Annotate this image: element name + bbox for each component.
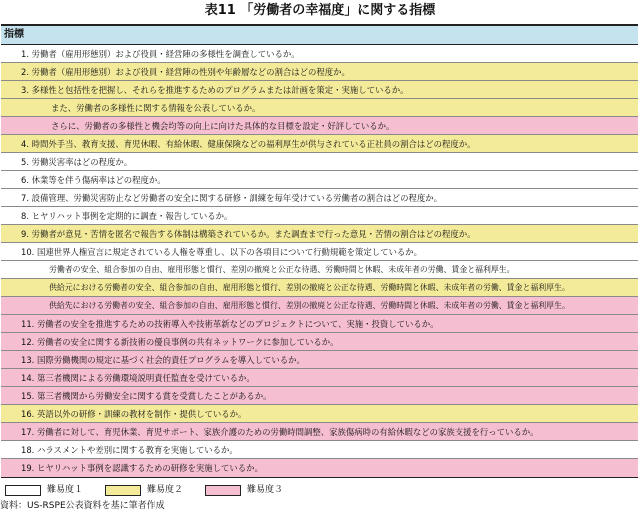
table-row: さらに、労働者の多様性と機会均等の向上に向けた具体的な目標を設定・好評しているか。 bbox=[1, 117, 638, 135]
table-row: 16. 英語以外の研修・訓練の教材を制作・提供しているか。 bbox=[1, 405, 638, 423]
table-header: 指標 bbox=[1, 26, 638, 45]
table-row: 7. 設備管理、労働災害防止など労働者の安全に関する研修・訓練を毎年受けている労働者の割合はどの程度か。 bbox=[1, 189, 638, 207]
legend-swatch-level1 bbox=[5, 485, 41, 496]
legend bbox=[0, 483, 640, 497]
table-row: 19. ヒヤリハット事例を認識するための研修を実施しているか。 bbox=[1, 459, 638, 477]
table-row: 6. 休業等を伴う傷病率はどの程度か。 bbox=[1, 171, 638, 189]
table-row: 10. 国連世界人権宣言に規定されている人権を尊重し、以下の各項目について行動規範を策定しているか。 bbox=[1, 243, 638, 261]
indicator-table bbox=[1, 24, 638, 478]
legend-item-level1 bbox=[5, 483, 83, 497]
table-body bbox=[1, 45, 638, 477]
table-row: 5. 労働災害率はどの程度か。 bbox=[1, 153, 638, 171]
table-row: 17. 労働者に対して、育児休業、育児サポート、家族介護のための労働時間調整、家族傷病時の有給休暇などの家族支援を行っているか。 bbox=[1, 423, 638, 441]
table-row: 11. 労働者の安全を推進するための技術導入や技術革新などのプロジェクトについて、実施・投資しているか。 bbox=[1, 315, 638, 333]
table-row: 労働者の安全、組合参加の自由、雇用形態と慣行、差別の撤廃と公正な待遇、労働時間と休暇、未成年者の労働、賃金と福利厚生。 bbox=[1, 261, 638, 279]
table-row: また、労働者の多様性に関する情報を公表しているか。 bbox=[1, 99, 638, 117]
legend-item-level2 bbox=[105, 483, 183, 497]
legend-swatch-level2 bbox=[105, 485, 141, 496]
legend-label-level3: 難易度３ bbox=[247, 485, 284, 495]
table-row: 13. 国際労働機関の規定に基づく社会的責任プログラムを導入しているか。 bbox=[1, 351, 638, 369]
legend-swatch-level3 bbox=[205, 485, 241, 496]
table-row: 供給元における労働者の安全、組合参加の自由、雇用形態と慣行、差別の撤廃と公正な待遇、労働時間と休暇、未成年者の労働、賃金と福利厚生。 bbox=[1, 279, 638, 297]
table-row: 15. 第三者機関から労働安全に関する賞を受賞したことがあるか。 bbox=[1, 387, 638, 405]
table-row: 9. 労働者が意見・苦情を匿名で報告する体制は構築されているか。また調査まで行った意見・苦情の割合はどの程度か。 bbox=[1, 225, 638, 243]
table-row: 2. 労働者（雇用形態別）および役員・経営陣の性別や年齢層などの割合はどの程度か。 bbox=[1, 63, 638, 81]
legend-item-level3 bbox=[205, 483, 283, 497]
table-row: 14. 第三者機関による労働環境説明責任監査を受けているか。 bbox=[1, 369, 638, 387]
table-row: 18. ハラスメントや差別に関する教育を実施しているか。 bbox=[1, 441, 638, 459]
table-row: 4. 時間外手当、教育支援、育児休暇、有給休暇、健康保険などの福利厚生が供与されている正社員の割合はどの程度か。 bbox=[1, 135, 638, 153]
table-row: 供給先における労働者の安全、組合参加の自由、雇用形態と慣行、差別の撤廃と公正な待遇、労働時間と休暇、未成年者の労働、賃金と福利厚生。 bbox=[1, 297, 638, 315]
source-note: 資料：US-RSPE公表資料を基に筆者作成 bbox=[0, 501, 165, 511]
table-row: 8. ヒヤリハット事例を定期的に調査・報告しているか。 bbox=[1, 207, 638, 225]
legend-label-level1: 難易度１ bbox=[47, 485, 84, 495]
table-row: 1. 労働者（雇用形態別）および役員・経営陣の多様性を調査しているか。 bbox=[1, 45, 638, 63]
legend-label-level2: 難易度２ bbox=[147, 485, 184, 495]
table-row: 12. 労働者の安全に関する新技術の優良事例の共有ネットワークに参加しているか。 bbox=[1, 333, 638, 351]
table-row: 3. 多様性と包括性を把握し、それらを推進するためのプログラムまたは計画を策定・実施しているか。 bbox=[1, 81, 638, 99]
table-title: 表11 「労働者の幸福度」に関する指標 bbox=[204, 3, 436, 18]
